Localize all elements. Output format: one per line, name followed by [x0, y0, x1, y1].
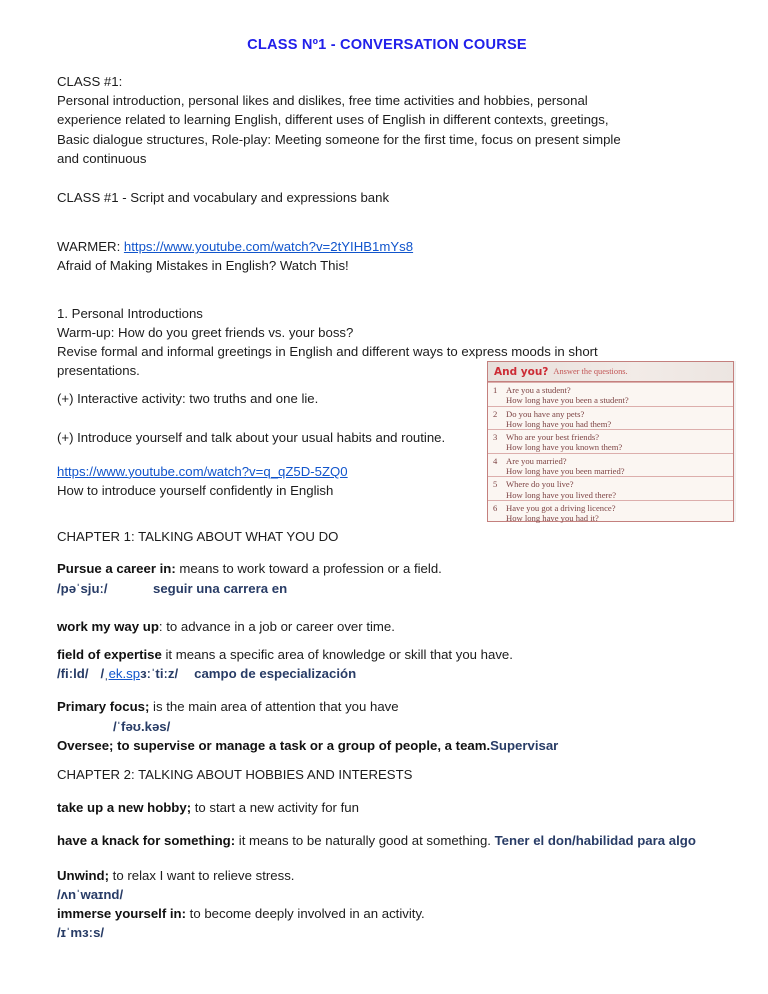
- class-description-line: Personal introduction, personal likes and dislikes, free time activities and hobbies, personal: [57, 93, 588, 109]
- question-row: [488, 476, 733, 500]
- question-number: 6: [493, 502, 498, 513]
- and-you-header: [488, 362, 733, 382]
- warmer-caption: Afraid of Making Mistakes in English? Watch This!: [57, 258, 349, 274]
- question-line: How long have you known them?: [506, 442, 623, 453]
- phonetic-autolink[interactable]: ek.sp: [108, 666, 141, 682]
- intro-video-link[interactable]: https://www.youtube.com/watch?v=q_qZ5D-5ZQ0: [57, 463, 348, 479]
- vocab-unwind-immerse: [57, 866, 717, 943]
- vocab-term: take up a new hobby;: [57, 800, 192, 816]
- class-description-line: Basic dialogue structures, Role-play: Meeting someone for the first time, focus on present simple: [57, 131, 621, 147]
- vocab-term: Oversee; to supervise or manage a task or a group of people, a team.: [57, 737, 491, 753]
- question-number: 1: [493, 385, 498, 395]
- vocab-phonetic: /ˈfəʊ.kəs/: [113, 718, 171, 734]
- vocab-term: immerse yourself in:: [57, 906, 186, 922]
- class-heading: CLASS #1:: [57, 74, 123, 89]
- vocab-knack: [57, 831, 717, 850]
- vocab-definition: to start a new activity for fun: [191, 800, 359, 816]
- section1-heading: 1. Personal Introductions: [57, 305, 203, 321]
- vocab-term: field of expertise: [57, 647, 162, 663]
- vocab-term: Primary focus;: [57, 699, 150, 715]
- activity-introduce-yourself: (+) Introduce yourself and talk about your usual habits and routine.: [57, 429, 446, 445]
- question-line: How long have you had it?: [506, 513, 599, 524]
- vocab-work-my-way-up: [57, 617, 717, 636]
- question-row: [488, 406, 733, 430]
- question-line: Who are your best friends?: [506, 432, 600, 443]
- question-line: Are you a student?: [506, 385, 571, 395]
- warmer-line: [57, 237, 717, 256]
- vocab-primary-focus-oversee: [57, 697, 717, 755]
- activity-two-truths: (+) Interactive activity: two truths and one lie.: [57, 391, 319, 407]
- question-row: [488, 429, 733, 453]
- vocab-definition: means to work toward a profession or a field.: [175, 561, 442, 577]
- class-overview-paragraph: [57, 72, 717, 168]
- question-number: 3: [493, 432, 498, 443]
- vocab-phonetic: /ɪˈmɜːs/: [57, 925, 105, 941]
- and-you-subtitle: Answer the questions.: [553, 367, 628, 376]
- vocab-take-up-hobby: [57, 798, 717, 817]
- vocab-translation: campo de especialización: [194, 666, 357, 682]
- vocab-term: Unwind;: [57, 867, 110, 883]
- section1-revise-line: Revise formal and informal greetings in English and different ways to express moods in short: [57, 344, 598, 360]
- question-number: 5: [493, 479, 498, 490]
- question-number: 2: [493, 408, 498, 419]
- class-description-line: and continuous: [57, 150, 147, 166]
- vocab-field-of-expertise: [57, 645, 717, 683]
- vocab-phonetic: /fiːld/: [57, 666, 89, 682]
- section1-revise-line: presentations.: [57, 363, 140, 379]
- question-line: How long have you lived there?: [506, 489, 617, 500]
- and-you-title: And you?: [494, 365, 549, 378]
- section1-warmup: Warm-up: How do you greet friends vs. your boss?: [57, 324, 354, 340]
- video-caption: How to introduce yourself confidently in English: [57, 483, 334, 499]
- vocab-definition: : to advance in a job or career over time.: [158, 618, 395, 634]
- vocab-term: have a knack for something:: [57, 833, 236, 849]
- vocab-translation: Tener el don/habilidad para algo: [494, 833, 696, 849]
- script-bank-line: CLASS #1 - Script and vocabulary and expressions bank: [57, 190, 390, 206]
- warmer-paragraph: [57, 237, 717, 275]
- question-row: [488, 382, 733, 406]
- vocab-definition: to become deeply involved in an activity.: [186, 906, 425, 922]
- page-title: CLASS Nº1 - CONVERSATION COURSE: [247, 37, 527, 53]
- vocab-definition: it means to be naturally good at something.: [235, 833, 495, 849]
- chapter2-heading: CHAPTER 2: TALKING ABOUT HOBBIES AND INTERESTS: [57, 767, 413, 783]
- question-row: [488, 500, 733, 524]
- vocab-definition: it means a specific area of knowledge or skill that you have.: [161, 647, 513, 663]
- and-you-exercise-image[interactable]: [487, 361, 734, 522]
- chapter1-heading: CHAPTER 1: TALKING ABOUT WHAT YOU DO: [57, 529, 339, 545]
- vocab-definition: to relax I want to relieve stress.: [109, 867, 295, 883]
- vocab-term: work my way up: [57, 618, 159, 634]
- vocab-definition: is the main area of attention that you have: [149, 699, 399, 715]
- vocab-phonetic: /ˌ: [100, 666, 109, 682]
- warmer-video-link[interactable]: https://www.youtube.com/watch?v=2tYIHB1mYs8: [123, 239, 414, 255]
- question-line: How long have you been married?: [506, 466, 625, 477]
- vocab-pursue: [57, 559, 717, 597]
- question-line: Do you have any pets?: [506, 408, 585, 419]
- warmer-label: WARMER:: [57, 239, 124, 255]
- vocab-phonetic: /pəˈsjuː/: [57, 580, 108, 596]
- class-description-line: experience related to learning English, different uses of English in different contexts, greetings,: [57, 112, 609, 128]
- question-line: How long have you been a student?: [506, 395, 629, 406]
- question-number: 4: [493, 455, 498, 466]
- vocab-phonetic: /ʌnˈwaɪnd/: [57, 886, 124, 902]
- vocab-translation: Supervisar: [490, 737, 559, 753]
- question-row: [488, 453, 733, 477]
- vocab-phonetic: ɜːˈtiːz/: [140, 666, 179, 682]
- question-line: Are you married?: [506, 455, 567, 466]
- question-line: How long have you had them?: [506, 418, 612, 429]
- vocab-translation: seguir una carrera en: [153, 580, 288, 596]
- question-line: Where do you live?: [506, 479, 574, 490]
- vocab-term: Pursue a career in:: [57, 561, 176, 577]
- question-line: Have you got a driving licence?: [506, 502, 616, 513]
